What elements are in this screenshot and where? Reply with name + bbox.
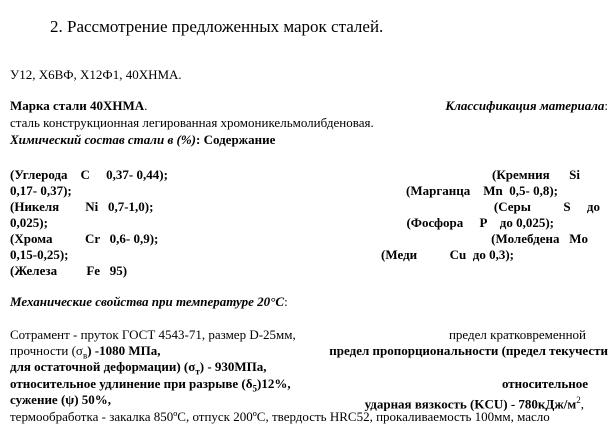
mech-line-6: термообработка - закалка 850ºC, отпуск 200ºC, твердость HRC52, прокаливаемость 100мм, масло: [10, 409, 550, 424]
chem-row-left: (Никеля Ni 0,7-1,0);: [10, 199, 154, 214]
mech-line-5-left: сужение (ψ) 50%,: [10, 392, 112, 407]
classification-colon: :: [604, 98, 608, 113]
elongation-value: )12%,: [257, 376, 291, 391]
strength-sub: в: [82, 350, 88, 361]
grade-label: Марка стали 40ХНМА: [10, 98, 145, 113]
yield-label: для остаточной деформации) (σ: [10, 359, 196, 374]
chem-row-right: (Меди Cu до 0,3);: [381, 247, 514, 262]
elongation-label: относительное удлинение при разрыве (δ: [10, 376, 253, 391]
section-heading: 2. Рассмотрение предложенных марок сталей.: [50, 17, 384, 36]
mech-line-1-left: Сотрамент - пруток ГОСТ 4543-71, размер D-25мм,: [10, 327, 296, 342]
elongation-sub: 5: [252, 383, 258, 394]
yield-sub: т: [195, 366, 200, 377]
impact-sup: 2: [576, 395, 581, 405]
mech-label: Механические свойства при температуре 20°C: [10, 294, 285, 309]
mech-heading: [10, 294, 288, 310]
chem-row-left: 0,15-0,25);: [10, 247, 69, 262]
chem-row-right: (Молебдена Mo: [491, 231, 588, 246]
chem-row-left: (Хрома Cr 0,6- 0,9);: [10, 231, 159, 246]
chem-row-right: (Серы S до: [493, 199, 600, 214]
grade-dot: .: [144, 98, 148, 113]
chem-content: Содержание: [203, 132, 276, 147]
grade-line: [10, 98, 147, 114]
classification-value: сталь конструкционная легированная хромоникельмолибденовая.: [10, 115, 374, 130]
strength-value: ) -1080 МПа,: [87, 343, 161, 358]
chem-row-right: (Фосфора P до 0,025);: [406, 215, 554, 230]
classification-heading: [445, 98, 608, 114]
chem-row-right: (Марганца Mn 0,5- 0,8);: [406, 183, 558, 198]
mech-line-2-right: предел пропорциональности (предел текучести: [329, 343, 608, 358]
steel-grades-list: У12, Х6ВФ, Х12Ф1, 40ХНМА.: [10, 67, 182, 82]
chem-row-left: (Углерода C 0,37- 0,44);: [10, 167, 168, 182]
mech-line-1-right: предел кратковременной: [448, 327, 586, 342]
classification-label: Классификация материала: [445, 98, 605, 113]
chem-row-left: 0,025);: [10, 215, 48, 230]
strength-label: прочности (σ: [10, 343, 83, 358]
chem-row-left: (Железа Fe 95): [10, 263, 128, 278]
impact-label: ударная вязкость (KCU) - 780кДж/м: [364, 396, 577, 412]
chem-heading: [10, 132, 275, 148]
mech-colon: :: [284, 294, 288, 309]
chem-colon: :: [196, 132, 201, 147]
chem-label: Химический состав стали в (%): [10, 132, 196, 147]
mech-line-4-right: относительное: [501, 376, 588, 391]
yield-value: ) - 930МПа,: [199, 359, 267, 374]
impact-comma: ,: [580, 396, 584, 412]
chem-row-right: (Кремния Si: [492, 167, 580, 182]
chem-row-left: 0,17- 0,37);: [10, 183, 72, 198]
